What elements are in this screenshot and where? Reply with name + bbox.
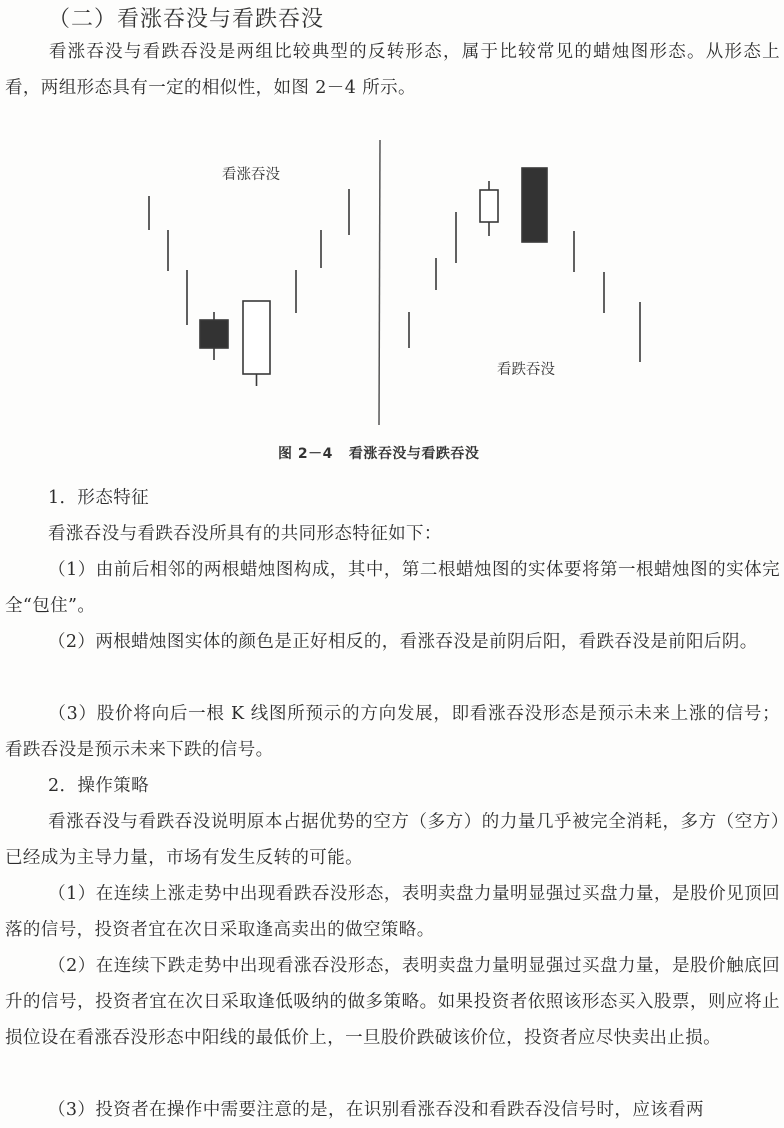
section-heading: （二）看涨吞没与看跌吞没 bbox=[48, 7, 325, 32]
caption-title: 看涨吞没与看跌吞没 bbox=[348, 446, 480, 462]
section2-item-2: （2）在连续下跌走势中出现看涨吞没形态，表明卖盘力量明显强过买盘力量，是股价触底回升的信号，投资者宜在次日采取逢低吸纳的做多策略。如果投资者依照该形态买入股票，则应将止损位设在看涨吞没形态中阳线的最低价上，一旦股价跌破该价位，投资者应尽快卖出止损。 bbox=[5, 956, 780, 1048]
bearish-candle-body bbox=[200, 320, 228, 348]
candlestick-diagram bbox=[0, 130, 784, 470]
section2-title: 2．操作策略 bbox=[48, 776, 150, 796]
intro-paragraph bbox=[5, 34, 780, 106]
figure-2-4 bbox=[0, 130, 784, 470]
section2-item-1: （1）在连续上涨走势中出现看跌吞没形态，表明卖盘力量明显强过买盘力量，是股价见顶回落的信号，投资者宜在次日采取逢高卖出的做空策略。 bbox=[5, 884, 780, 940]
intro-text: 看涨吞没与看跌吞没是两组比较典型的反转形态，属于比较常见的蜡烛图形态。从形态上看，两组形态具有一定的相似性，如图 2－4 所示。 bbox=[5, 42, 780, 98]
section1-title: 1．形态特征 bbox=[48, 488, 150, 508]
section1-item-3: （3）股价将向后一根 K 线图所预示的方向发展，即看涨吞没形态是预示未来上涨的信号；看跌吞没是预示未来下跌的信号。 bbox=[5, 704, 780, 760]
section1-lead: 看涨吞没与看跌吞没所具有的共同形态特征如下： bbox=[48, 524, 442, 544]
caption-number: 图 2－4 bbox=[278, 446, 333, 462]
section1-item-1: （1）由前后相邻的两根蜡烛图构成，其中，第二根蜡烛图的实体要将第一根蜡烛图的实体完全“包住”。 bbox=[5, 560, 780, 616]
panel-divider bbox=[379, 140, 380, 425]
figure-caption bbox=[278, 443, 479, 463]
candlestick-bars bbox=[149, 168, 640, 386]
section2-lead: 看涨吞没与看跌吞没说明原本占据优势的空方（多方）的力量几乎被完全消耗，多方（空方）已经成为主导力量，市场有发生反转的可能。 bbox=[5, 812, 780, 868]
section2-item-3: （3）投资者在操作中需要注意的是，在识别看涨吞没和看跌吞没信号时，应该看两 bbox=[48, 1100, 704, 1120]
bullish-candle-body bbox=[480, 190, 498, 222]
bearish-candle-body bbox=[522, 168, 547, 242]
label-bearish-engulfing: 看跌吞没 bbox=[497, 362, 555, 378]
section1-item-2: （2）两根蜡烛图实体的颜色是正好相反的，看涨吞没是前阴后阳，看跌吞没是前阳后阴。 bbox=[48, 632, 758, 652]
bullish-candle-body bbox=[243, 301, 270, 374]
label-bullish-engulfing: 看涨吞没 bbox=[222, 167, 280, 183]
